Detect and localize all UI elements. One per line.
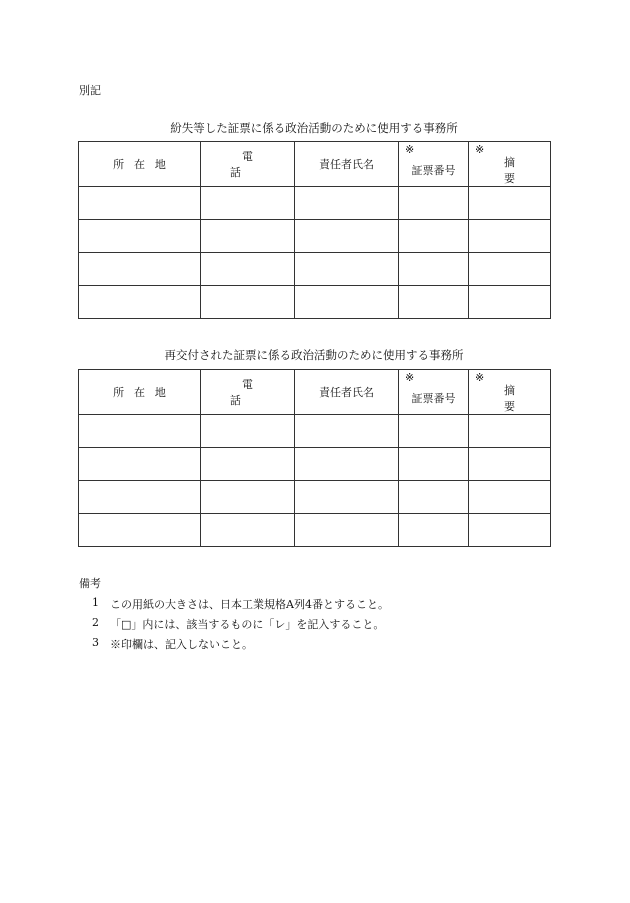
table-row — [79, 220, 551, 253]
certificate-number-cell — [399, 187, 469, 220]
remarks-cell — [469, 253, 551, 286]
responsible-person-cell[interactable] — [295, 514, 399, 547]
certificate-number-cell — [399, 286, 469, 319]
note-text: ※印欄は、記入しないこと。 — [110, 638, 253, 651]
table-row — [79, 481, 551, 514]
location-cell[interactable] — [79, 220, 201, 253]
phone-cell[interactable] — [201, 253, 295, 286]
responsible-person-cell[interactable] — [295, 286, 399, 319]
phone-cell[interactable] — [201, 481, 295, 514]
certificate-number-cell — [399, 253, 469, 286]
location-cell[interactable] — [79, 415, 201, 448]
certificate-number-cell — [399, 514, 469, 547]
table-header-row — [79, 370, 551, 415]
table-row — [79, 187, 551, 220]
table-title-reissued-certificate: 再交付された証票に係る政治活動のために使用する事務所 — [164, 348, 464, 362]
location-cell[interactable] — [79, 253, 201, 286]
notes-title: 備考 — [79, 577, 101, 590]
table-row — [79, 286, 551, 319]
column-header-certificate-number: ※ 証票番号 — [399, 370, 469, 415]
remarks-cell — [469, 514, 551, 547]
reserved-mark: ※ — [475, 143, 485, 156]
table-row — [79, 253, 551, 286]
column-header-remarks: ※ 摘要 — [469, 142, 551, 187]
responsible-person-cell[interactable] — [295, 448, 399, 481]
office-table-lost-certificate — [78, 141, 551, 319]
remarks-cell — [469, 220, 551, 253]
certificate-number-cell — [399, 220, 469, 253]
responsible-person-cell[interactable] — [295, 253, 399, 286]
certificate-number-cell — [399, 481, 469, 514]
note-number: 1 — [92, 596, 99, 609]
office-table-reissued-certificate — [78, 369, 551, 547]
phone-cell[interactable] — [201, 220, 295, 253]
note-text: 「□」内には、該当するものに「レ」を記入すること。 — [110, 618, 385, 631]
remarks-cell — [469, 286, 551, 319]
responsible-person-cell[interactable] — [295, 481, 399, 514]
page-label: 別記 — [79, 84, 101, 97]
reserved-mark: ※ — [405, 143, 415, 156]
column-header-location: 所在地 — [79, 370, 201, 415]
phone-cell[interactable] — [201, 415, 295, 448]
responsible-person-cell[interactable] — [295, 187, 399, 220]
location-cell[interactable] — [79, 514, 201, 547]
column-header-phone: 電話 — [201, 370, 295, 415]
reserved-mark: ※ — [405, 371, 415, 384]
table-title-lost-certificate: 紛失等した証票に係る政治活動のために使用する事務所 — [170, 121, 458, 135]
remarks-cell — [469, 448, 551, 481]
note-item — [79, 616, 389, 632]
remarks-cell — [469, 415, 551, 448]
table-row — [79, 415, 551, 448]
column-header-remarks: ※ 摘要 — [469, 370, 551, 415]
reserved-mark: ※ — [475, 371, 485, 384]
phone-cell[interactable] — [201, 448, 295, 481]
location-cell[interactable] — [79, 286, 201, 319]
remarks-cell — [469, 481, 551, 514]
responsible-person-cell[interactable] — [295, 220, 399, 253]
column-header-location: 所在地 — [79, 142, 201, 187]
location-cell[interactable] — [79, 481, 201, 514]
note-number: 3 — [92, 636, 99, 649]
column-header-responsible-person: 責任者氏名 — [295, 370, 399, 415]
remarks-cell — [469, 187, 551, 220]
column-header-phone: 電話 — [201, 142, 295, 187]
note-item — [79, 596, 389, 612]
column-header-certificate-number: ※ 証票番号 — [399, 142, 469, 187]
table-header-row — [79, 142, 551, 187]
note-item — [79, 636, 389, 652]
certificate-number-cell — [399, 448, 469, 481]
table-row — [79, 514, 551, 547]
column-header-responsible-person: 責任者氏名 — [295, 142, 399, 187]
phone-cell[interactable] — [201, 286, 295, 319]
phone-cell[interactable] — [201, 187, 295, 220]
responsible-person-cell[interactable] — [295, 415, 399, 448]
location-cell[interactable] — [79, 448, 201, 481]
notes-section — [79, 575, 389, 656]
note-number: 2 — [92, 616, 99, 629]
table-row — [79, 448, 551, 481]
location-cell[interactable] — [79, 187, 201, 220]
certificate-number-cell — [399, 415, 469, 448]
phone-cell[interactable] — [201, 514, 295, 547]
note-text: この用紙の大きさは、日本工業規格A列4番とすること。 — [110, 598, 389, 611]
